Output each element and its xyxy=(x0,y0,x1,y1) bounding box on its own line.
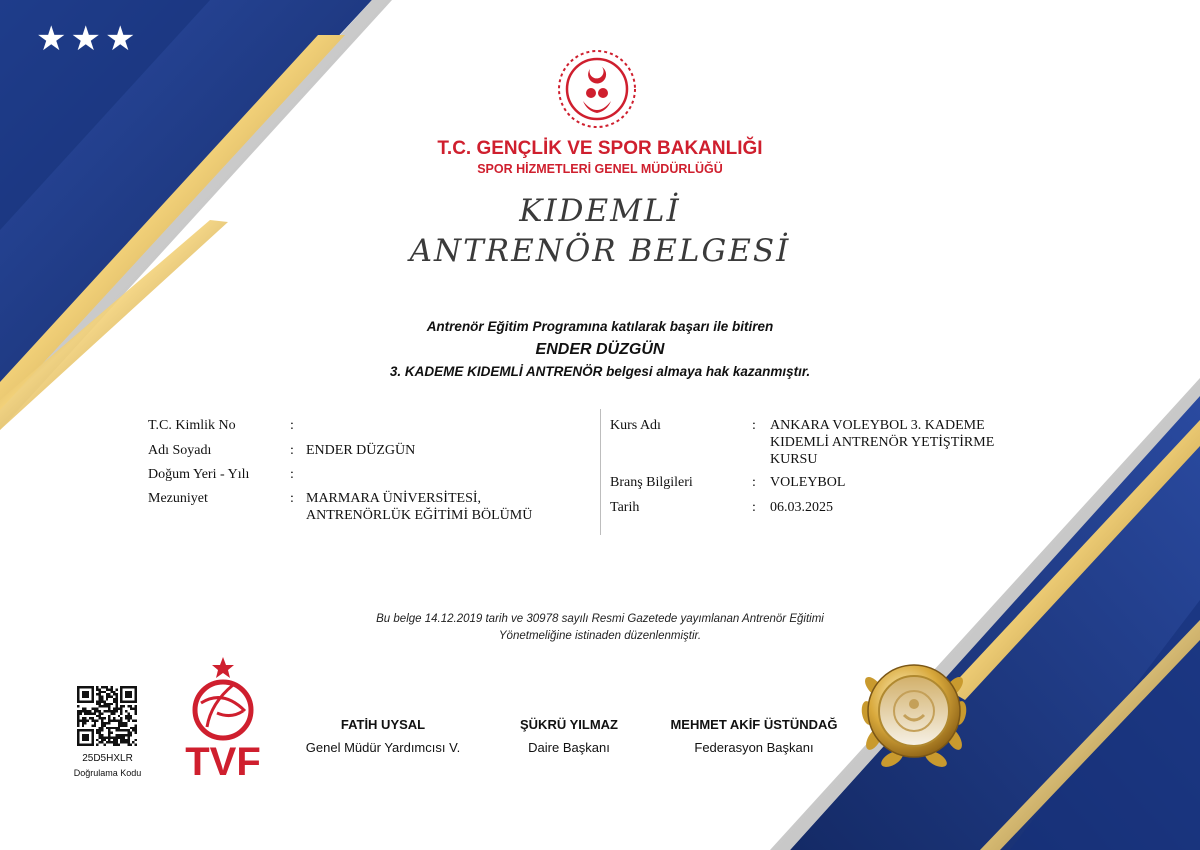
info-label: Kurs Adı xyxy=(610,418,661,433)
qr-code-icon[interactable] xyxy=(77,686,137,746)
info-value: KURSU xyxy=(770,452,818,467)
signatory-1 xyxy=(290,717,476,755)
ministry-title: T.C. GENÇLİK VE SPOR BAKANLIĞI xyxy=(437,138,763,159)
info-separator: : xyxy=(290,443,294,458)
ministry-emblem-icon xyxy=(555,47,639,131)
legal-note xyxy=(300,611,900,645)
statement-result: 3. KADEME KIDEMLİ ANTRENÖR belgesi almaya hak kazanmıştır. xyxy=(389,364,811,379)
signatory-name: MEHMET AKİF ÜSTÜNDAĞ xyxy=(670,717,838,732)
legal-note-line1: Bu belge 14.12.2019 tarih ve 30978 sayılı Resmi Gazetede yayımlanan Antrenör Eğitimi xyxy=(376,613,824,625)
info-label: Mezuniyet xyxy=(148,491,208,506)
info-divider xyxy=(600,409,601,535)
info-label: Doğum Yeri - Yılı xyxy=(148,467,250,482)
certificate-title-line1: KIDEMLİ xyxy=(519,193,681,229)
info-label: Tarih xyxy=(610,500,640,515)
info-value: KIDEMLİ ANTRENÖR YETİŞTİRME xyxy=(770,435,995,450)
course-info xyxy=(610,417,1050,527)
info-value: VOLEYBOL xyxy=(770,475,846,490)
info-value: ANTRENÖRLÜK EĞİTİMİ BÖLÜMÜ xyxy=(306,508,533,523)
signatory-title: Federasyon Başkanı xyxy=(694,740,814,755)
info-label: T.C. Kimlik No xyxy=(148,418,236,433)
signatory-3 xyxy=(656,717,852,755)
info-separator: : xyxy=(290,418,294,433)
legal-note-line2: Yönetmeliğine istinaden düzenlenmiştir. xyxy=(498,630,702,642)
info-label: Adı Soyadı xyxy=(148,443,212,458)
stars-decoration: ★★★ xyxy=(36,20,140,58)
certificate-title-line2: ANTRENÖR BELGESİ xyxy=(409,233,791,269)
tvf-logo-text: TVF xyxy=(185,740,261,780)
info-separator: : xyxy=(752,500,756,515)
info-separator: : xyxy=(752,418,756,433)
ministry-subtitle: SPOR HİZMETLERİ GENEL MÜDÜRLÜĞÜ xyxy=(477,162,723,176)
info-value: ENDER DÜZGÜN xyxy=(306,443,416,458)
tvf-logo-icon xyxy=(177,655,269,780)
info-separator: : xyxy=(290,491,294,506)
signatory-2 xyxy=(476,717,662,755)
info-label: Branş Bilgileri xyxy=(610,475,693,490)
signatory-name: FATİH UYSAL xyxy=(340,717,426,732)
gold-seal-icon xyxy=(848,647,980,779)
info-value: ANKARA VOLEYBOL 3. KADEME xyxy=(770,418,985,433)
verification-code: 25D5HXLR xyxy=(82,753,133,764)
signatory-title: Genel Müdür Yardımcısı V. xyxy=(305,740,461,755)
info-separator: : xyxy=(752,475,756,490)
personal-info xyxy=(148,417,588,537)
signatory-name: ŞÜKRÜ YILMAZ xyxy=(520,717,618,732)
verification-caption: Doğrulama Kodu xyxy=(73,768,142,778)
info-separator: : xyxy=(290,467,294,482)
statement-intro: Antrenör Eğitim Programına katılarak başarı ile bitiren xyxy=(426,319,774,334)
recipient-name: ENDER DÜZGÜN xyxy=(535,341,665,358)
info-value: 06.03.2025 xyxy=(770,500,833,515)
info-value: MARMARA ÜNİVERSİTESİ, xyxy=(306,491,482,506)
signatory-title: Daire Başkanı xyxy=(528,740,610,755)
